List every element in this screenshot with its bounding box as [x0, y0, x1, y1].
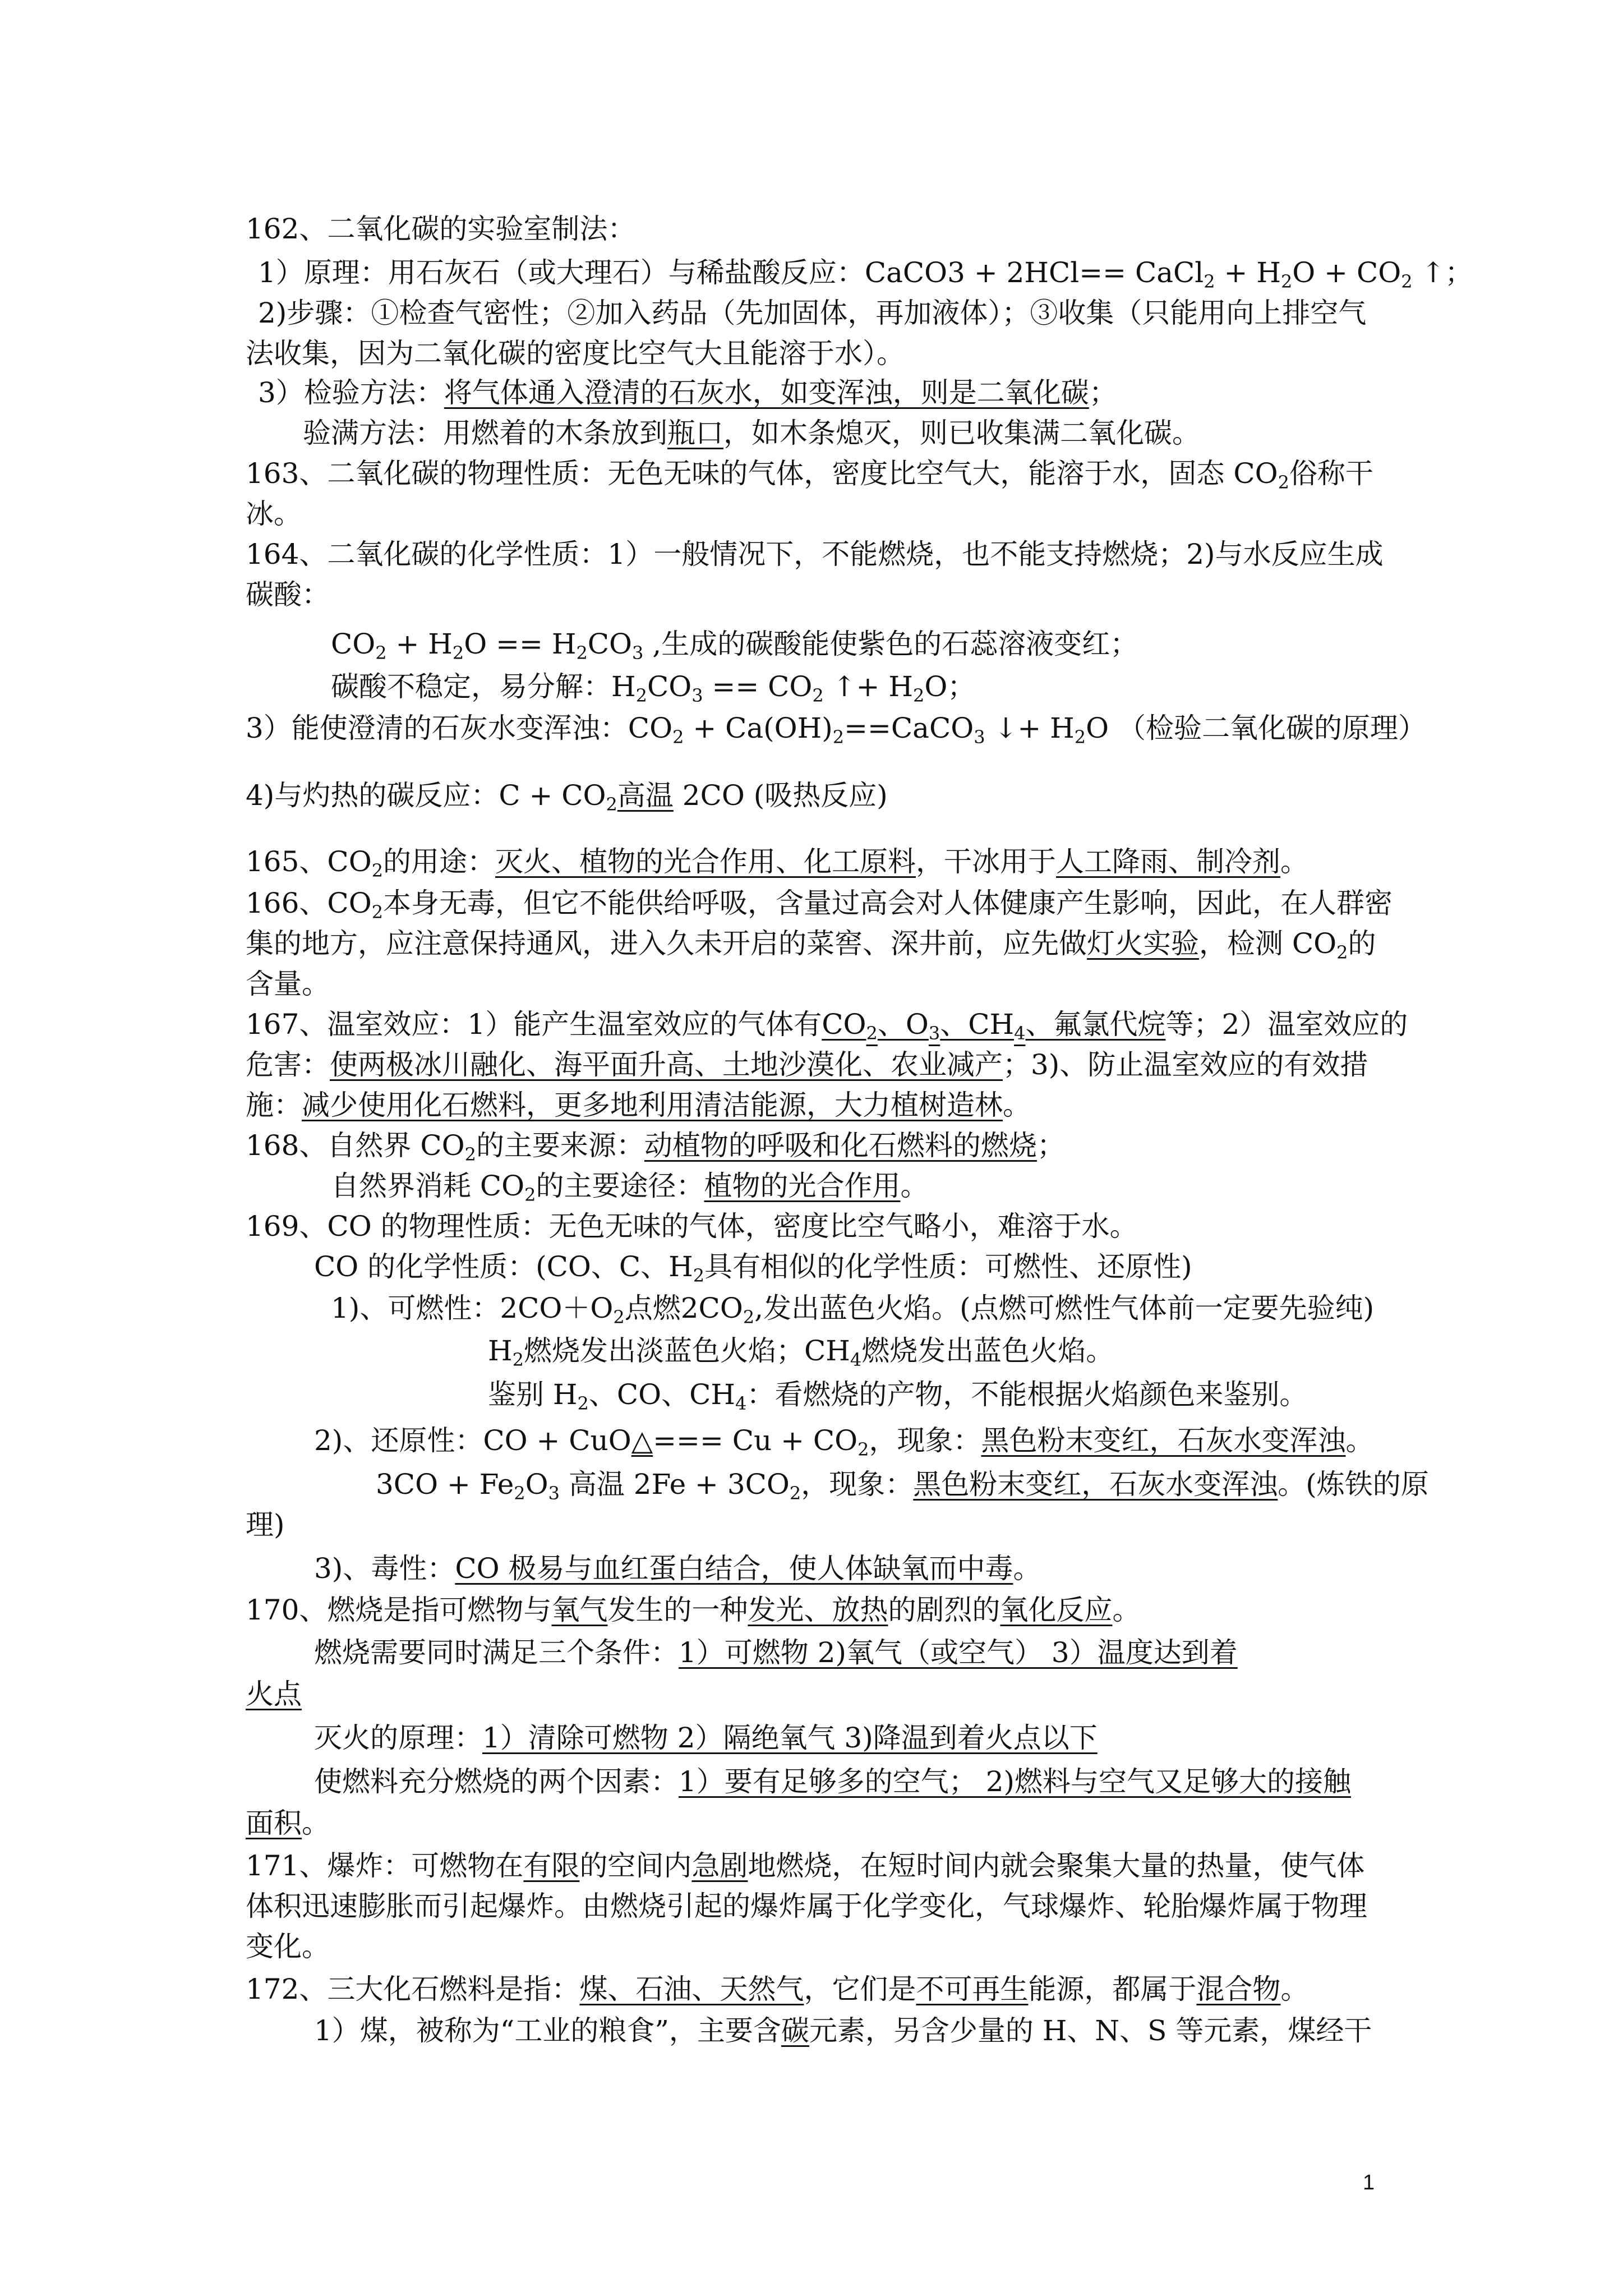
underlined-text: 1）清除可燃物 2）隔绝氧气 3)降温到着火点以下	[482, 1722, 1098, 1754]
text-line	[314, 1761, 1351, 1802]
text-run: 。	[900, 1170, 929, 1202]
text-run: O	[525, 1468, 548, 1501]
underlined-text: 不可再生	[916, 1973, 1029, 2005]
subscript: 2	[1204, 271, 1215, 292]
text-line	[246, 1125, 1065, 1166]
text-run: 2)、还原性：CO + CuO	[314, 1424, 631, 1457]
underlined-text: 煤、石油、天然气	[579, 1973, 804, 2005]
underlined-text: 减少使用化石燃料，更多地利用清洁能源，大力植树造林	[302, 1089, 1003, 1121]
text-run: 的剧烈的	[888, 1594, 1000, 1626]
subscript: 2	[635, 685, 647, 706]
text-run: H	[488, 1335, 513, 1367]
text-run: 。	[1003, 1089, 1031, 1121]
text-run: ，如木条熄灭，则已收集满二氧化碳。	[723, 417, 1200, 449]
text-run: 燃烧发出淡蓝色火焰；CH	[523, 1335, 850, 1367]
text-line	[246, 1886, 1367, 1926]
text-run: 1）煤，被称为“工业的粮食”，主要含	[314, 2014, 781, 2047]
subscript: 2	[866, 1023, 878, 1044]
subscript: 2	[606, 794, 617, 815]
text-run: 3)、毒性：	[314, 1552, 455, 1585]
text-line	[246, 453, 1373, 494]
text-run: O （检验二氧化碳的原理）	[1086, 712, 1427, 744]
text-run: 169、CO 的物理性质：无色无味的气体，密度比空气略小，难溶于水。	[246, 1210, 1138, 1243]
subscript: 2	[832, 726, 845, 748]
text-line	[376, 1464, 1429, 1504]
text-run: 。	[1345, 1424, 1374, 1457]
text-line	[246, 1206, 1138, 1246]
underlined-text: 1）要有足够多的空气； 2)燃料与空气又足够大的接触	[679, 1765, 1352, 1798]
text-run: 。	[1280, 1973, 1309, 2005]
text-run: ，检测 CO	[1199, 927, 1337, 960]
text-line	[258, 372, 1117, 413]
text-run: 的主要途径：	[536, 1170, 704, 1202]
text-run: ,生成的碳酸能使紫色的石蕊溶液变红；	[643, 628, 1138, 660]
subscript: 2	[514, 1483, 525, 1504]
text-run: ；	[1089, 376, 1117, 409]
subscript: 2	[789, 1483, 801, 1504]
text-run: 碳酸：	[246, 578, 330, 611]
text-run: ；	[1036, 1129, 1065, 1162]
text-run: 集的地方，应注意保持通风，进入久未开启的菜窖、深井前，应先做	[246, 927, 1087, 960]
underlined-text: CO 极易与血红蛋白结合，使人体缺氧而中毒	[455, 1552, 1013, 1585]
text-line	[246, 1004, 1408, 1045]
text-run: 170、燃烧是指可燃物与	[246, 1594, 552, 1626]
text-run: 含量。	[246, 968, 330, 1000]
underlined-text: 灭火、植物的光合作用、化工原料	[495, 845, 916, 878]
text-line	[314, 1632, 1238, 1673]
underlined-text: 将气体通入澄清的石灰水，如变浑浊，则是二氧化碳	[444, 376, 1089, 409]
text-run: ；3)、防止温室效应的有效措	[1003, 1048, 1368, 1081]
text-line	[331, 1288, 1374, 1328]
text-line	[246, 708, 1426, 748]
text-run: 燃烧发出蓝色火焰。	[861, 1335, 1114, 1367]
text-line	[246, 1846, 1364, 1886]
text-run: 变化。	[246, 1930, 330, 1963]
text-run: 鉴别 H	[488, 1378, 578, 1411]
underlined-text: 、O	[877, 1008, 929, 1041]
text-run: 理)	[246, 1508, 285, 1541]
underlined-text: 发光、放热	[748, 1594, 888, 1626]
text-line	[314, 1548, 1041, 1589]
text-run: 的	[1348, 927, 1376, 960]
subscript: 2	[613, 1306, 625, 1328]
underlined-text: CO	[822, 1008, 866, 1041]
text-line	[246, 1969, 1308, 2009]
text-line	[246, 1803, 330, 1843]
text-line	[258, 252, 1473, 293]
text-run: CO	[587, 628, 633, 660]
subscript: 2	[576, 642, 588, 664]
text-line	[246, 574, 330, 615]
text-line	[314, 2010, 1372, 2051]
text-run: 验满方法：用燃着的木条放到	[303, 417, 667, 449]
subscript: 2	[743, 1306, 755, 1328]
subscript: 2	[693, 1265, 705, 1286]
underlined-text: 人工降雨、制冷剂	[1056, 845, 1281, 878]
text-line	[488, 1374, 1307, 1415]
subscript: 2	[1401, 271, 1413, 292]
underlined-text: 碳	[781, 2014, 809, 2047]
text-run: CO	[331, 628, 376, 660]
text-run: 本身无毒，但它不能供给呼吸，含量过高会对人体健康产生影响，因此，在人群密	[383, 887, 1393, 919]
text-run: 172、三大化石燃料是指：	[246, 1973, 580, 2005]
subscript: 2	[512, 1349, 524, 1370]
subscript: 3	[548, 1483, 560, 1504]
text-line	[246, 209, 635, 249]
underlined-text: 、CH	[940, 1008, 1015, 1041]
text-run: 2CO (吸热反应)	[673, 779, 888, 812]
text-run: ，现象：	[869, 1424, 981, 1457]
underlined-text: 火点	[246, 1678, 302, 1710]
subscript: 2	[1074, 726, 1086, 748]
text-run: 能源，都属于	[1028, 1973, 1197, 2005]
text-run: == CO	[703, 670, 813, 703]
text-run: O；	[924, 670, 976, 703]
text-line	[246, 1504, 285, 1545]
subscript: 2	[452, 642, 464, 664]
text-run: ：看燃烧的产物，不能根据火焰颜色来鉴别。	[746, 1378, 1308, 1411]
text-line	[488, 1331, 1114, 1371]
text-run: 165、CO	[246, 845, 372, 878]
subscript: 2	[1278, 472, 1289, 493]
text-run: 3）能使澄清的石灰水变浑浊：CO	[246, 712, 673, 744]
text-line	[331, 1166, 929, 1206]
underlined-text: 使两极冰川融化、海平面升高、土地沙漠化、农业减产	[330, 1048, 1003, 1081]
text-line	[331, 624, 1138, 664]
page-number: 1	[1363, 2171, 1375, 2194]
text-line	[246, 494, 302, 534]
subscript: 4	[850, 1349, 862, 1370]
text-run: 点燃	[624, 1292, 681, 1324]
reaction-condition: △	[631, 1424, 653, 1457]
text-line	[246, 775, 888, 816]
subscript: 2	[1280, 271, 1293, 292]
text-run: 体积迅速膨胀而引起爆炸。由燃烧引起的爆炸属于化学变化，气球爆炸、轮胎爆炸属于物理	[246, 1890, 1367, 1922]
text-run: 灭火的原理：	[314, 1722, 482, 1754]
text-line	[331, 666, 975, 707]
text-run: 、CO、CH	[588, 1378, 735, 1411]
subscript: 3	[632, 642, 644, 664]
subscript: 4	[1014, 1023, 1026, 1044]
underlined-text: 氧气	[551, 1594, 608, 1626]
text-line	[303, 413, 1200, 453]
text-line	[246, 333, 905, 374]
text-run: 发生的一种	[607, 1594, 748, 1626]
subscript: 2	[524, 1184, 536, 1205]
text-run: ===	[653, 1424, 723, 1457]
underlined-text: 动植物的呼吸和化石燃料的燃烧	[644, 1129, 1037, 1162]
text-run: 使燃料充分燃烧的两个因素：	[314, 1765, 679, 1798]
text-run: 164、二氧化碳的化学性质：1）一般情况下，不能燃烧，也不能支持燃烧；2)与水反应生成	[246, 538, 1384, 570]
text-line	[246, 534, 1384, 574]
underlined-text: 植物的光合作用	[704, 1170, 901, 1202]
text-line	[314, 1420, 1374, 1461]
text-run: ,发出蓝色火焰。(点燃可燃性气体前一定要先验纯)	[754, 1292, 1375, 1324]
text-run: ，现象：	[801, 1468, 914, 1501]
text-run: 。	[1280, 845, 1309, 878]
text-line	[246, 1674, 302, 1714]
underlined-text: 黑色粉末变红，石灰水变浑浊	[981, 1424, 1346, 1457]
text-line	[246, 1045, 1368, 1085]
subscript: 2	[1336, 942, 1348, 963]
text-run: 的空间内	[579, 1849, 692, 1882]
text-run: Cu + CO	[723, 1424, 858, 1457]
text-run: 地燃烧，在短时间内就会聚集大量的热量，使气体	[748, 1849, 1365, 1882]
underlined-text: 氧化反应	[1000, 1594, 1113, 1626]
text-run: 高温 2Fe + 3CO	[560, 1468, 790, 1501]
text-line	[246, 841, 1308, 882]
underlined-text: 1）可燃物 2)氧气（或空气） 3）温度达到着	[679, 1636, 1238, 1669]
text-run: 元素，另含少量的 H、N、S 等元素，煤经干	[809, 2014, 1372, 2047]
text-run: + Ca(OH)	[684, 712, 833, 744]
text-run: ↓+ H	[985, 712, 1075, 744]
text-line	[314, 1246, 1192, 1287]
subscript: 2	[912, 685, 925, 706]
text-run: 3CO + Fe	[376, 1468, 514, 1501]
underlined-text: 有限	[523, 1849, 580, 1882]
subscript: 2	[672, 726, 684, 748]
text-run: 2CO	[680, 1292, 743, 1324]
subscript: 3	[691, 685, 703, 706]
text-run: 等；2）温室效应的	[1165, 1008, 1408, 1041]
text-run: 。	[1013, 1552, 1041, 1585]
subscript: 3	[974, 726, 985, 748]
text-run: 168、自然界 CO	[246, 1129, 465, 1162]
text-run: 法收集，因为二氧化碳的密度比空气大且能溶于水）。	[246, 337, 905, 370]
text-run: 的主要来源：	[476, 1129, 644, 1162]
text-line	[246, 1085, 1031, 1125]
text-run: CaCO3 + 2HCl== CaCl	[864, 256, 1204, 289]
text-run: O + CO	[1292, 256, 1401, 289]
text-run: 167、温室效应：1）能产生温室效应的气体有	[246, 1008, 822, 1041]
text-run: ，它们是	[804, 1973, 916, 2005]
text-run: 。(炼铁的原	[1278, 1468, 1429, 1501]
text-run: 2)步骤：①检查气密性；②加入药品（先加固体，再加液体）；③收集（只能用向上排空气	[258, 297, 1367, 329]
text-run: 燃烧需要同时满足三个条件：	[314, 1636, 679, 1669]
text-run: CO 的化学性质：(CO、C、H	[314, 1250, 693, 1283]
text-run: ↑；	[1412, 256, 1473, 289]
text-line	[246, 1590, 1140, 1630]
text-run: 171、爆炸：可燃物在	[246, 1849, 524, 1882]
text-run: 1）原理：用石灰石（或大理石）与稀盐酸反应：	[258, 256, 865, 289]
text-line	[246, 1926, 330, 1967]
text-run: 的用途：	[383, 845, 496, 878]
text-run: 4)与灼热的碳反应：C + CO	[246, 779, 606, 812]
text-run: 。	[1112, 1594, 1141, 1626]
text-run: 2CO＋O	[500, 1292, 614, 1324]
text-run: CO	[647, 670, 692, 703]
subscript: 2	[464, 1144, 476, 1165]
underlined-text: 瓶口	[667, 417, 723, 449]
text-run: 166、CO	[246, 887, 372, 919]
text-run: 碳酸不稳定，易分解：H	[331, 670, 636, 703]
subscript: 4	[735, 1393, 747, 1414]
text-run: 自然界消耗 CO	[331, 1170, 525, 1202]
text-run: ==CaCO	[844, 712, 974, 744]
text-run: 危害：	[246, 1048, 330, 1081]
text-run: 俗称干	[1289, 457, 1373, 490]
subscript: 2	[375, 642, 387, 664]
underlined-text: 面积	[246, 1807, 302, 1839]
text-line	[246, 923, 1376, 964]
underlined-text: 混合物	[1196, 1973, 1281, 2005]
reaction-condition: 高温	[617, 779, 674, 812]
text-line	[246, 883, 1393, 923]
text-run: 具有相似的化学性质：可燃性、还原性)	[704, 1250, 1192, 1283]
underlined-text: 急剧	[691, 1849, 748, 1882]
text-run: 施：	[246, 1089, 302, 1121]
text-run: 1)、可燃性：	[331, 1292, 500, 1324]
text-run: 3）检验方法：	[258, 376, 444, 409]
text-line	[258, 293, 1366, 333]
text-run: 冰。	[246, 498, 302, 530]
text-run: + H	[386, 628, 453, 660]
underlined-text: 黑色粉末变红，石灰水变浑浊	[913, 1468, 1278, 1501]
text-run: ↑+ H	[823, 670, 913, 703]
text-run: O == H	[464, 628, 577, 660]
text-line	[246, 964, 330, 1004]
subscript: 2	[577, 1393, 589, 1414]
text-run: 163、二氧化碳的物理性质：无色无味的气体，密度比空气大，能溶于水，固态 CO	[246, 457, 1278, 490]
text-run: 162、二氧化碳的实验室制法：	[246, 213, 636, 245]
underlined-text: 灯火实验	[1087, 927, 1199, 960]
text-run: + H	[1215, 256, 1281, 289]
subscript: 3	[928, 1023, 940, 1044]
underlined-text: 、氟氯代烷	[1025, 1008, 1166, 1041]
subscript: 2	[371, 901, 384, 923]
text-run: ，干冰用于	[916, 845, 1057, 878]
subscript: 2	[857, 1439, 869, 1460]
subscript: 2	[371, 860, 384, 881]
subscript: 2	[812, 685, 824, 706]
text-run: 。	[302, 1807, 330, 1839]
text-line	[314, 1718, 1098, 1758]
